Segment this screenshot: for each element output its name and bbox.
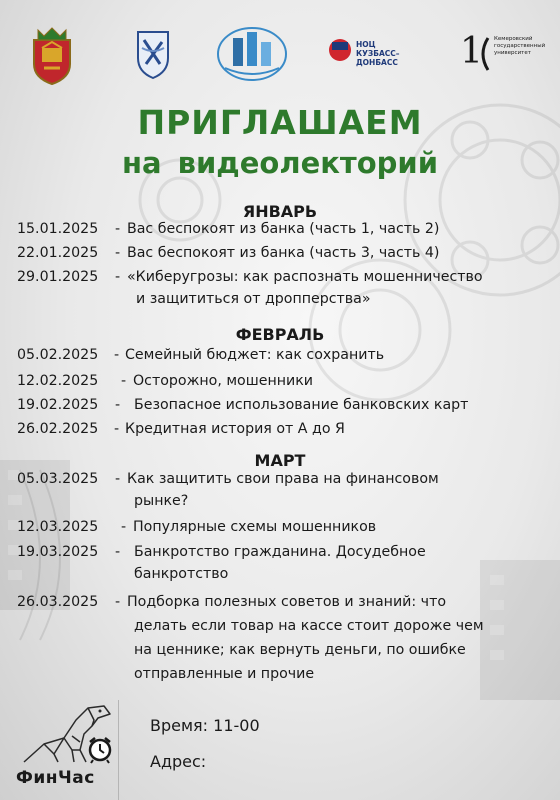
event-row — [17, 394, 547, 416]
event-title-line: Как защитить свои права на финансовом — [127, 471, 439, 487]
nots-mark-icon — [328, 38, 352, 62]
event-title-line: Подборка полезных советов и знаний: что — [127, 594, 447, 610]
event-row — [17, 418, 547, 440]
page-title: ПРИГЛАШАЕМ — [137, 103, 423, 142]
event-title-line: и защититься от дропперства» — [136, 291, 371, 307]
event-title: Безопасное использование банковских карт — [134, 397, 469, 413]
blue-emblem-logo — [134, 28, 172, 80]
alarm-clock-icon — [86, 734, 114, 764]
event-row — [17, 344, 547, 366]
event-date: 19.03.2025 — [17, 544, 99, 560]
event-title: Семейный бюджет: как сохранить — [125, 347, 385, 363]
month-heading-march: МАРТ — [254, 451, 306, 470]
kemerovo-coat-of-arms-logo — [30, 26, 74, 86]
ksu-logo-text: Кемеровский государственный университет — [494, 36, 546, 56]
event-row — [17, 591, 547, 687]
logos-row — [0, 18, 560, 98]
event-row — [17, 242, 547, 264]
event-date: 22.01.2025 — [17, 245, 99, 261]
time-label: Время: 11-00 — [150, 716, 260, 735]
event-row — [17, 468, 547, 512]
event-separator: - — [115, 544, 121, 560]
event-date: 19.02.2025 — [17, 397, 99, 413]
event-title-line: Банкротство гражданина. Досудебное — [134, 544, 426, 560]
event-title-line: банкротство — [134, 566, 229, 582]
event-date: 12.03.2025 — [17, 519, 99, 535]
event-date: 12.02.2025 — [17, 373, 99, 389]
event-separator: - — [115, 397, 121, 413]
month-heading-february: ФЕВРАЛЬ — [235, 325, 325, 344]
event-date: 05.02.2025 — [17, 347, 99, 363]
event-row — [17, 266, 547, 310]
financial-literacy-center-logo — [215, 24, 289, 84]
event-title-line: на ценнике; как вернуть деньги, по ошибке — [134, 642, 466, 658]
event-row — [17, 218, 547, 240]
event-separator: - — [121, 519, 127, 535]
event-date: 26.02.2025 — [17, 421, 99, 437]
ksu-mark: 1 — [460, 31, 483, 72]
page-subtitle: на видеолекторий — [121, 146, 439, 180]
kemerovo-state-university-logo — [460, 32, 550, 82]
nots-logo-text: НОЦ КУЗБАСС–ДОНБАСС — [356, 40, 400, 67]
event-separator: - — [115, 594, 121, 610]
event-separator: - — [115, 245, 121, 261]
event-separator: - — [115, 221, 121, 237]
event-row — [17, 541, 547, 585]
event-title-line: отправленные и прочие — [134, 666, 315, 682]
event-date: 15.01.2025 — [17, 221, 99, 237]
event-separator: - — [114, 421, 120, 437]
event-title: Кредитная история от А до Я — [125, 421, 345, 437]
event-separator: - — [114, 347, 120, 363]
event-title-line: «Киберугрозы: как распознать мошенничество — [127, 269, 483, 285]
event-row — [17, 516, 547, 538]
event-separator: - — [121, 373, 127, 389]
event-title: Вас беспокоят из банка (часть 1, часть 2) — [127, 221, 440, 237]
event-title: Осторожно, мошенники — [133, 373, 314, 389]
event-date: 26.03.2025 — [17, 594, 99, 610]
event-separator: - — [115, 471, 121, 487]
event-row — [17, 370, 547, 392]
event-title: Вас беспокоят из банка (часть 3, часть 4) — [127, 245, 440, 261]
month-heading-january: ЯНВАРЬ — [242, 202, 318, 221]
event-title: Популярные схемы мошенников — [133, 519, 377, 535]
event-date: 05.03.2025 — [17, 471, 99, 487]
event-title-line: рынке? — [134, 493, 189, 509]
nots-kuzbass-donbass-logo — [328, 36, 418, 80]
event-title-line: делать если товар на кассе стоит дороже чем — [134, 618, 484, 634]
finchas-brand-logo: ФинЧас — [16, 768, 95, 788]
event-date: 29.01.2025 — [17, 269, 99, 285]
event-separator: - — [115, 269, 121, 285]
ksu-arc-icon — [476, 36, 490, 72]
address-label: Адрес: — [150, 752, 207, 771]
